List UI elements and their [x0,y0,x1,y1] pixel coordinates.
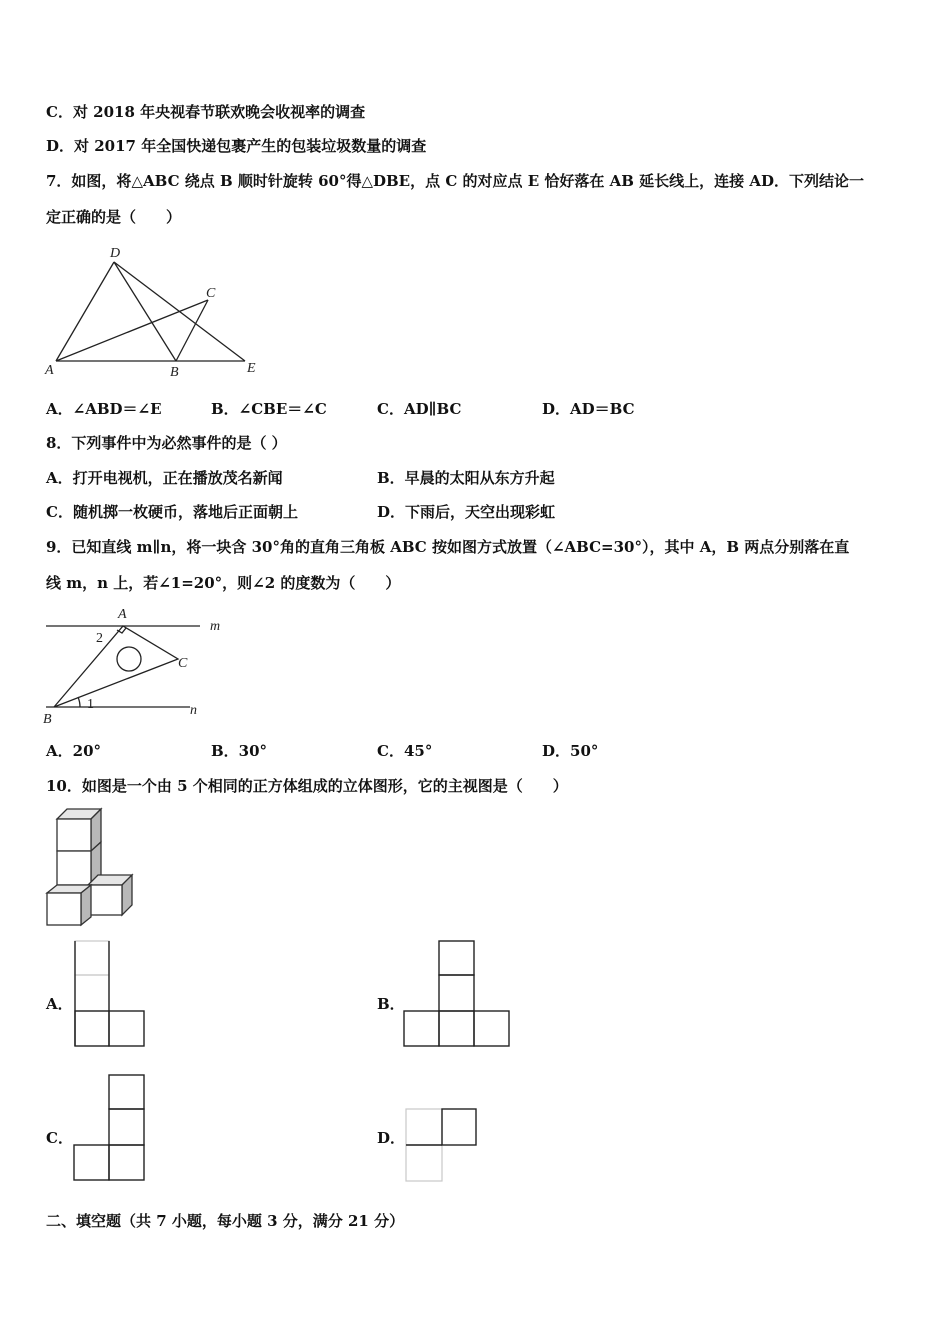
q9-label-b: B [43,712,52,727]
q7-line-bc [176,300,208,361]
q10-cube-right [88,875,132,915]
q7-line-ac [56,300,208,361]
q10-option-c-view [70,1072,155,1184]
q9-label-c: C [178,656,188,671]
q8-option-b: B．早晨的太阳从东方升起 [377,469,555,487]
q9-option-c: C．45° [377,742,433,760]
q9-figure [40,604,240,729]
q9-angle1-arc [78,697,80,707]
q7-line-db [114,262,176,361]
q7-figure [40,240,270,380]
q6-option-c: C．对 2018 年央视春节联欢晚会收视率的调查 [46,103,366,121]
q10-option-d-label: D． [377,1129,406,1147]
q9-stem-line1: 9．已知直线 m∥n，将一块含 30°角的直角三角板 ABC 按如图方式放置（∠ABC=30°），其中 A，B 两点分别落在直 [46,538,850,556]
q6-option-d: D．对 2017 年全国快递包裹产生的包装垃圾数量的调查 [46,137,427,155]
q7-option-c: C．AD∥BC [377,400,462,418]
q7-stem-line2: 定正确的是（ ） [46,208,182,226]
q9-option-d: D．50° [542,742,599,760]
q10-option-d-view [400,1104,485,1189]
q7-label-d: D [110,246,121,261]
q10-option-a-label: A． [46,995,73,1013]
q7-option-b: B．∠CBE＝∠C [211,400,327,418]
q9-label-angle1: 1 [87,697,94,712]
q10-option-c-label: C． [46,1129,73,1147]
q10-option-b-view [400,938,515,1050]
q9-stem-line2: 线 m，n 上，若∠1=20°，则∠2 的度数为（ ） [46,574,401,592]
q9-label-m: m [210,619,221,634]
q8-stem: 8．下列事件中为必然事件的是（ ） [46,434,287,452]
q8-option-c: C．随机掷一枚硬币，落地后正面朝上 [46,503,298,521]
q10-solid-figure [40,804,140,929]
q7-label-c: C [206,286,216,301]
section2-title: 二、填空题（共 7 小题，每小题 3 分，满分 21 分） [46,1212,405,1230]
q10-option-a-view [70,938,150,1050]
q10-option-b-label: B． [377,995,405,1013]
q7-stem-line1: 7．如图，将△ABC 绕点 B 顺时针旋转 60°得△DBE，点 C 的对应点 E 恰好落在 AB 延长线上，连接 AD．下列结论一 [46,172,864,190]
q7-label-e: E [247,361,256,376]
q8-option-d: D．下雨后，天空出现彩虹 [377,503,556,521]
q9-label-a: A [118,607,127,622]
q7-option-d: D．AD＝BC [542,400,635,418]
q7-line-ad [56,262,114,361]
q9-option-a: A．20° [46,742,102,760]
q7-label-b: B [170,365,179,380]
q10-stem: 10．如图是一个由 5 个相同的正方体组成的立体图形，它的主视图是（ ） [46,777,568,795]
q9-triangle-hole [117,647,141,671]
q8-option-a: A．打开电视机，正在播放茂名新闻 [46,469,283,487]
q7-label-a: A [45,363,54,378]
q9-label-n: n [190,703,197,718]
q9-triangle [54,626,178,707]
q10-cube-top [57,809,101,851]
q9-option-b: B．30° [211,742,268,760]
q9-label-angle2: 2 [96,631,103,646]
q7-option-a: A．∠ABD＝∠E [46,400,162,418]
q10-cube-front [47,885,91,925]
